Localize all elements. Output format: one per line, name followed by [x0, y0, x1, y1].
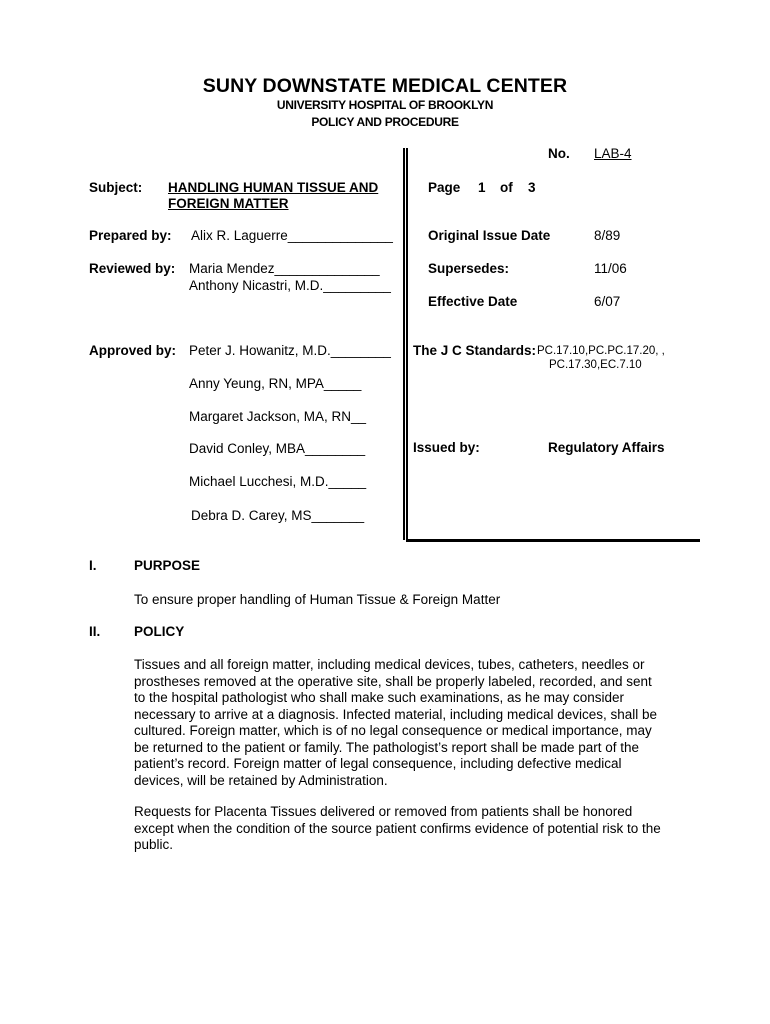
policy-number-value: LAB-4	[594, 146, 632, 161]
page-current: 1	[478, 180, 486, 195]
supersedes-value: 11/06	[594, 261, 627, 276]
approver-name: Peter J. Howanitz, M.D.________	[189, 343, 391, 358]
approved-by-label: Approved by:	[89, 343, 177, 358]
approver-name: Debra D. Carey, MS_______	[191, 508, 365, 523]
approver-name: David Conley, MBA________	[189, 441, 366, 456]
text-line: to the hospital pathologist who shall make such examinations, as he may consider	[134, 690, 625, 705]
section-numeral: I.	[89, 558, 97, 573]
approver-name: Michael Lucchesi, M.D._____	[189, 474, 367, 489]
header-divider	[406, 539, 700, 542]
document-type: POLICY AND PROCEDURE	[311, 115, 459, 129]
subject-line-1: HANDLING HUMAN TISSUE AND	[168, 180, 379, 195]
jc-standards-label: The J C Standards:	[413, 343, 537, 358]
text-line: Tissues and all foreign matter, including medical devices, tubes, catheters, needles or	[134, 657, 645, 672]
policy-paragraph-2	[134, 804, 661, 854]
subject-label: Subject:	[89, 180, 143, 195]
original-issue-label: Original Issue Date	[428, 228, 551, 243]
section-heading-purpose: PURPOSE	[134, 558, 201, 573]
effective-date-value: 6/07	[594, 294, 621, 309]
jc-standards-line-2: PC.17.30,EC.7.10	[549, 359, 642, 371]
section-heading-policy: POLICY	[134, 624, 185, 639]
text-line: To ensure proper handling of Human Tissue & Foreign Matter	[134, 592, 501, 607]
reviewed-by-label: Reviewed by:	[89, 261, 176, 276]
approver-name: Anny Yeung, RN, MPA_____	[189, 376, 362, 391]
policy-number-label: No.	[548, 146, 570, 161]
page-label: Page	[428, 180, 461, 195]
text-line: necessary to arrive at a diagnosis. Infected material, including medical devices, shall be	[134, 706, 658, 722]
page-of: of	[500, 180, 513, 195]
issued-by-label: Issued by:	[413, 440, 480, 455]
reviewer-name: Maria Mendez______________	[189, 261, 380, 276]
section-numeral: II.	[89, 624, 101, 639]
document-title: SUNY DOWNSTATE MEDICAL CENTER	[202, 75, 568, 97]
approver-name: Margaret Jackson, MA, RN__	[189, 409, 367, 424]
column-divider-left	[403, 148, 405, 540]
text-line: except when the condition of the source patient confirms evidence of potential risk to the	[134, 820, 661, 836]
prepared-by-label: Prepared by:	[89, 228, 172, 243]
text-line: prostheses removed at the operative site, shall be properly labeled, recorded, and sent	[134, 673, 652, 689]
effective-date-label: Effective Date	[428, 294, 518, 309]
purpose-paragraph	[134, 592, 500, 609]
policy-paragraph-1	[134, 657, 657, 789]
text-line: devices, will be retained by Administration.	[134, 772, 388, 788]
prepared-by-name: Alix R. Laguerre______________	[191, 228, 393, 243]
supersedes-label: Supersedes:	[428, 261, 510, 276]
document-subtitle: UNIVERSITY HOSPITAL OF BROOKLYN	[276, 98, 494, 112]
page-total: 3	[528, 180, 536, 195]
reviewer-name: Anthony Nicastri, M.D._________	[189, 278, 391, 293]
jc-standards-line-1: PC.17.10,PC.PC.17.20, ,	[537, 345, 665, 357]
column-divider-right	[406, 148, 408, 540]
issued-by-value: Regulatory Affairs	[548, 440, 665, 455]
text-line: public.	[134, 837, 174, 852]
text-line: Requests for Placenta Tissues delivered or removed from patients shall be honored	[134, 804, 633, 819]
subject-line-2: FOREIGN MATTER	[168, 196, 289, 211]
text-line: be returned to the patient or family. The pathologist’s report shall be made part of the	[134, 739, 640, 755]
original-issue-value: 8/89	[594, 228, 621, 243]
text-line: patient’s record. Foreign matter of legal consequence, including defective medical	[134, 756, 622, 771]
text-line: cultured. Foreign matter, which is of no legal consequence or medical importance, may	[134, 723, 652, 738]
